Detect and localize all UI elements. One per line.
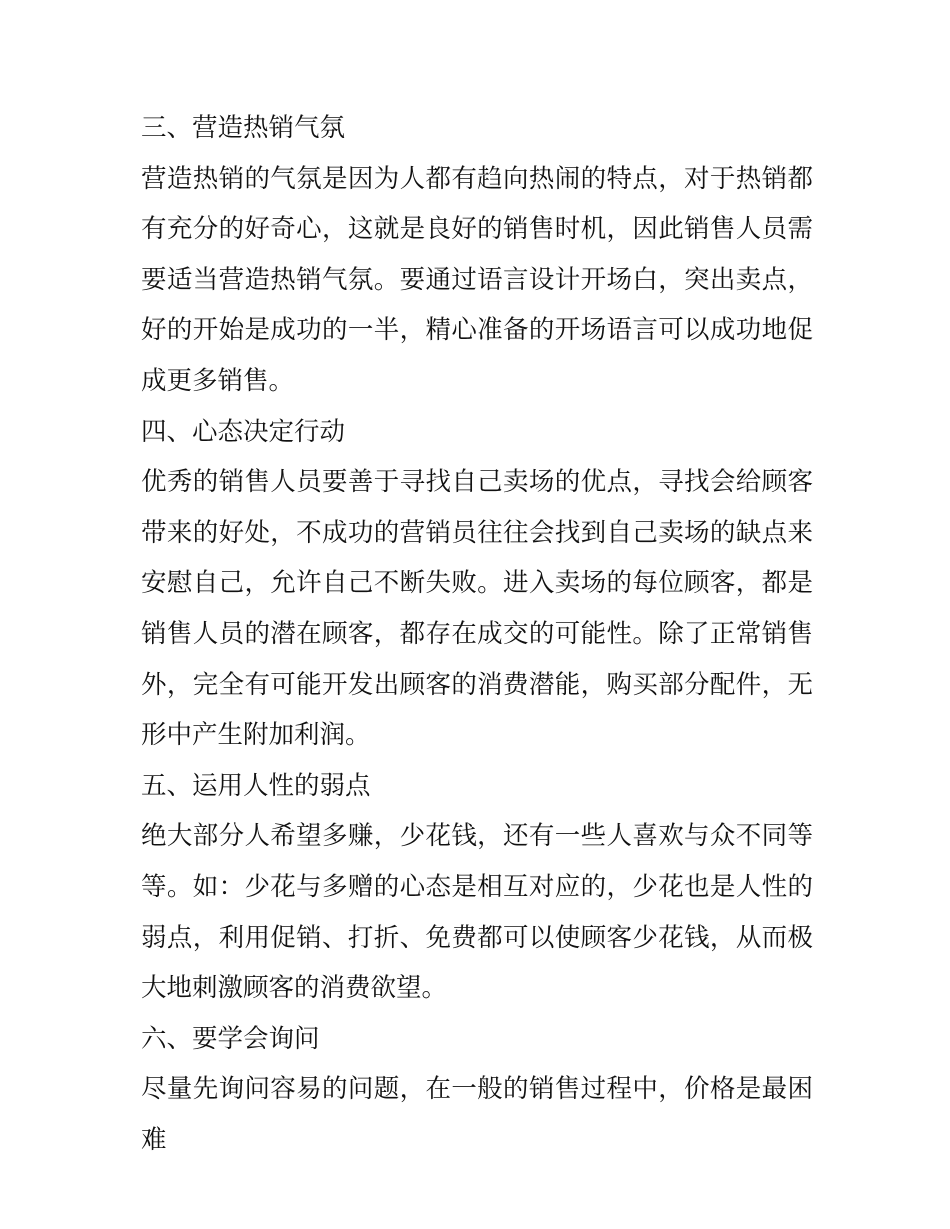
section-heading-4: 四、心态决定行动 <box>141 416 346 447</box>
section-heading-6: 六、要学会询问 <box>141 1023 320 1054</box>
section-paragraph-5: 绝大部分人希望多赚，少花钱，还有一些人喜欢与众不同等等。如：少花与多赠的心态是相互对应的，少花也是人性的弱点，利用促销、打折、免费都可以使顾客少花钱，从而极大地刺激顾客的消费欲望。 <box>141 821 813 1004</box>
document-body <box>141 103 813 1165</box>
section-paragraph-4: 优秀的销售人员要善于寻找自己卖场的优点，寻找会给顾客带来的好处，不成功的营销员往往会找到自己卖场的缺点来安慰自己，允许自己不断失败。进入卖场的每位顾客，都是销售人员的潜在顾客，都存在成交的可能性。除了正常销售外，完全有可能开发出顾客的消费潜能，购买部分配件，无形中产生附加利润。 <box>141 467 813 751</box>
section-paragraph-3: 营造热销的气氛是因为人都有趋向热闹的特点，对于热销都有充分的好奇心，这就是良好的销售时机，因此销售人员需要适当营造热销气氛。要通过语言设计开场白，突出卖点，好的开始是成功的一半，精心准备的开场语言可以成功地促成更多销售。 <box>141 163 813 396</box>
section-heading-3: 三、营造热销气氛 <box>141 113 346 143</box>
section-paragraph-6: 尽量先询问容易的问题，在一般的销售过程中，价格是最困难 <box>141 1074 813 1155</box>
section-heading-5: 五、运用人性的弱点 <box>141 770 371 801</box>
